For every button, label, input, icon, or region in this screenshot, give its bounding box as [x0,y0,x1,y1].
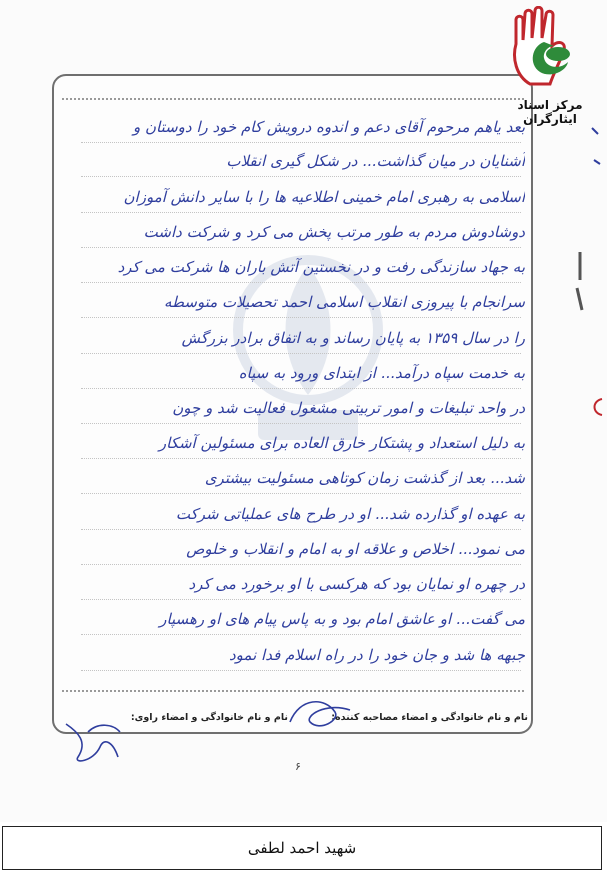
logo-text: مرکز اسناد ایثارگران [517,98,583,126]
handwritten-line: اسلامی به رهبری امام خمینی اطلاعیه ها را با سایر دانش آموزان [75,188,525,218]
handwritten-line: آشنایان در میان گذاشت... در شکل گیری انقلاب [75,152,525,182]
handwritten-line: جبهه ها شد و جان خود را در راه اسلام فدا نمود [75,646,525,676]
handwritten-line: دوشادوش مردم به طور مرتب پخش می کرد و شرکت داشت [75,223,525,253]
page-number: ۶ [295,760,301,773]
handwritten-line: در چهره او نمایان بود که هرکسی با او برخورد می کرد [75,575,525,605]
handwritten-line: می گفت... او عاشق امام بود و به پاس پیام های او رهسپار [75,610,525,640]
interviewer-signature [280,692,360,740]
handwritten-line: می نمود... اخلاص و علاقه او به امام و انقلاب و خلوص [75,540,525,570]
narrator-signature [58,712,128,772]
narrator-label: نام و نام خانوادگی و امضاء راوی: [130,712,288,723]
handwritten-line: شد... بعد از گذشت زمان کوتاهی مسئولیت بیشتری [75,469,525,499]
margin-ink-mark-icon [588,395,606,419]
handwritten-line: به جهاد سازندگی رفت و در نخستین آتش باران ها شرکت می کرد [75,258,525,288]
handwritten-line: را در سال ۱۳۵۹ به پایان رساند و به اتفاق برادر بزرگش [75,329,525,359]
hand-crescent-logo-icon [494,6,606,98]
handwritten-line: در واحد تبلیغات و امور تربیتی مشغول فعالیت شد و چون [75,399,525,429]
margin-ink-mark-icon [588,120,606,180]
archive-logo [494,6,606,124]
handwritten-line: به دلیل استعداد و پشتکار خارق العاده برای مسئولین آشکار [75,434,525,464]
handwritten-line: به خدمت سپاه درآمد... از ابتدای ورود به سپاه [75,364,525,394]
handwritten-line: بعد یاهم مرحوم آقای دعم و اندوه درویش کام خود را دوستان و [75,118,525,148]
interviewer-label: نام و نام خانوادگی و امضاء مصاحبه کننده: [331,712,528,723]
handwritten-line: به عهده او گذارده شد... او در طرح های عملیاتی شرکت [75,505,525,535]
caption-box [2,826,602,870]
top-dotted-rule [62,98,524,100]
handwritten-line: سرانجام با پیروزی انقلاب اسلامی احمد تحصیلات متوسطه [75,293,525,323]
caption-text: شهید احمد لطفی [247,839,357,857]
margin-mark-icon [570,250,590,320]
